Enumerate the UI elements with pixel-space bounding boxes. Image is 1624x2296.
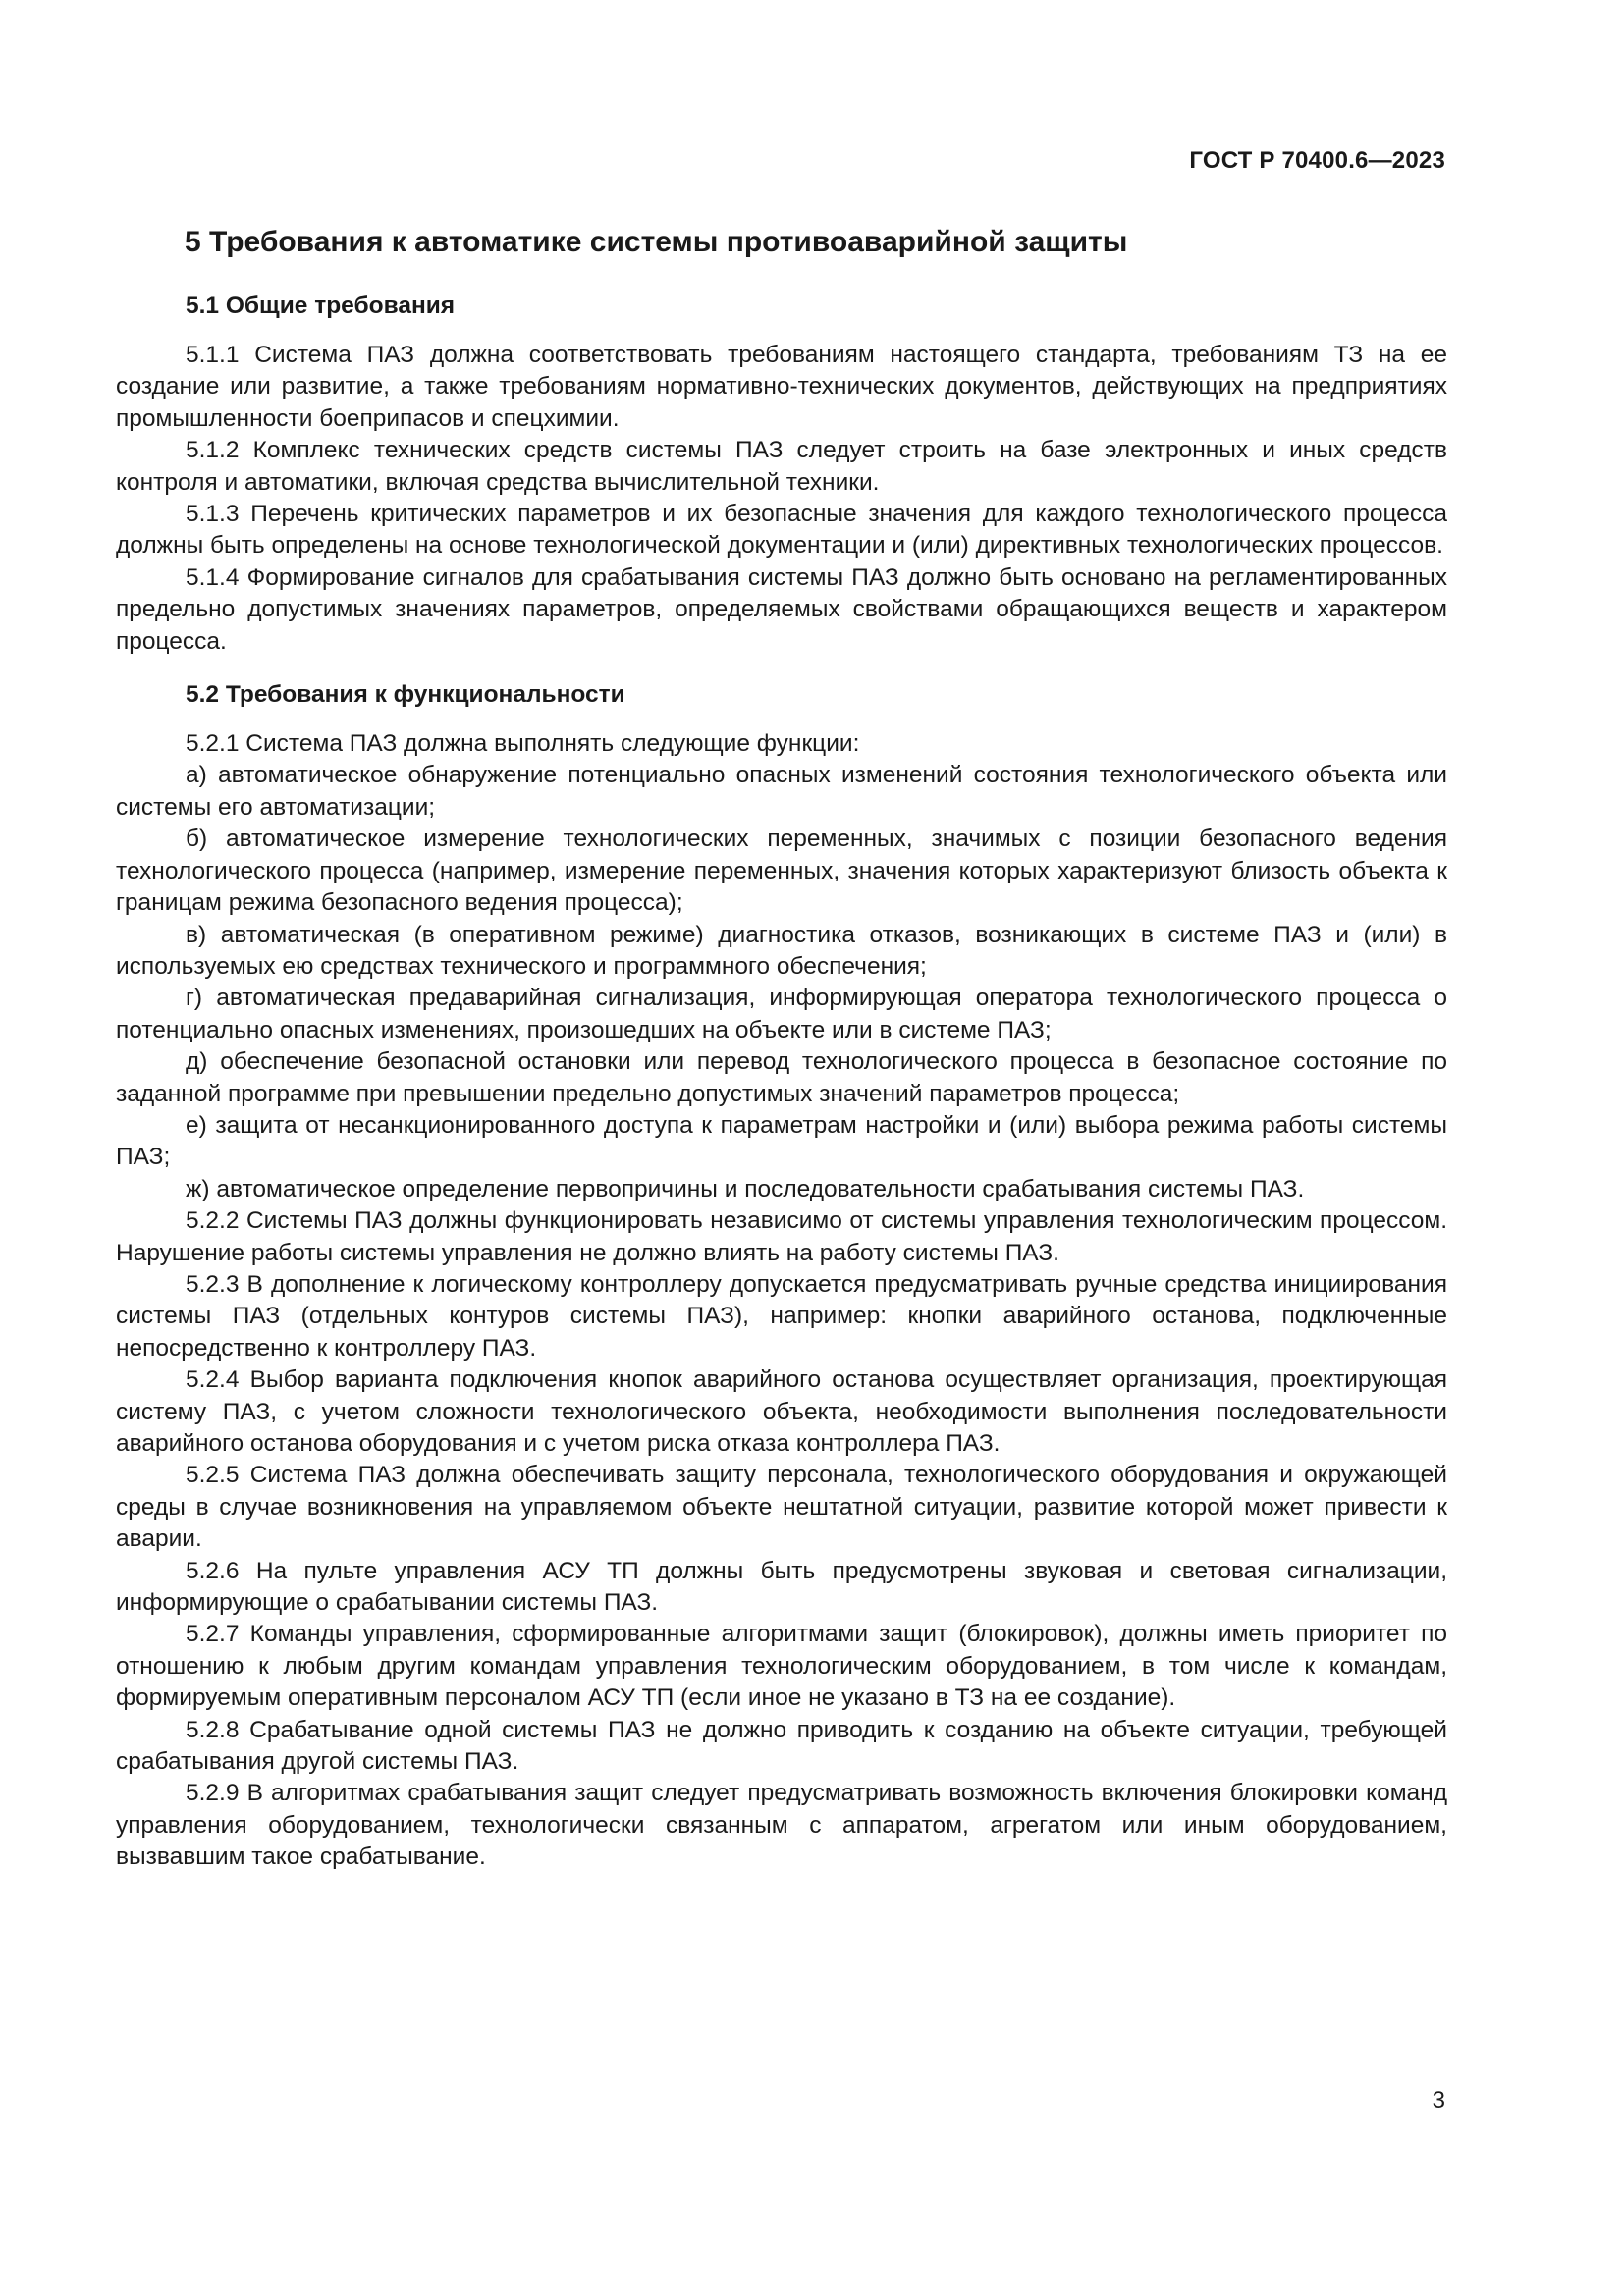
paragraph-5-2-3: 5.2.3 В дополнение к логическому контроллеру допускается предусматривать ручные средства инициирования системы ПАЗ (отдельных контуров системы ПАЗ), например: кнопки аварийного останова, подключенные непосредственно к контроллеру ПАЗ.	[116, 1270, 1447, 1362]
paragraph-5-2-2: 5.2.2 Системы ПАЗ должны функционировать независимо от системы управления технологическим процессом. Нарушение работы системы управления не должно влиять на работу системы ПАЗ.	[116, 1207, 1447, 1266]
paragraph-5-2-1: 5.2.1 Система ПАЗ должна выполнять следующие функции:	[186, 730, 860, 758]
paragraph-5-1-2: 5.1.2 Комплекс технических средств системы ПАЗ следует строить на базе электронных и иных средств контроля и автоматики, включая средства вычислительной техники.	[116, 437, 1447, 496]
list-item-zh: ж) автоматическое определение первопричины и последовательности срабатывания системы ПАЗ.	[186, 1175, 1305, 1202]
document-body	[116, 224, 1447, 1874]
paragraph-5-1-1: 5.1.1 Система ПАЗ должна соответствовать требованиям настоящего стандарта, требованиям ТЗ на ее создание или развитие, а также требованиям нормативно-технических документов, действующих на предприятиях промышленности боеприпасов и спецхимии.	[116, 342, 1447, 432]
list-item-v: в) автоматическая (в оперативном режиме) диагностика отказов, возникающих в системе ПАЗ и (или) в используемых ею средствах технического и программного обеспечения;	[116, 921, 1447, 980]
paragraph-5-2-6: 5.2.6 На пульте управления АСУ ТП должны быть предусмотрены звуковая и световая сигнализации, информирующие о срабатывании системы ПАЗ.	[116, 1557, 1447, 1617]
paragraph-5-1-3: 5.1.3 Перечень критических параметров и их безопасные значения для каждого технологического процесса должны быть определены на основе технологической документации и (или) директивных технологических процессов.	[116, 501, 1447, 560]
paragraph-5-2-7: 5.2.7 Команды управления, сформированные алгоритмами защит (блокировок), должны иметь приоритет по отношению к любым другим командам управления технологическим оборудованием, в том числе к командам, формируемым оперативным персоналом АСУ ТП (если иное не указано в ТЗ на ее создание).	[116, 1621, 1447, 1712]
paragraph-5-2-4: 5.2.4 Выбор варианта подключения кнопок аварийного останова осуществляет организация, проектирующая систему ПАЗ, с учетом сложности технологического объекта, необходимости выполнения последовательности аварийного останова оборудования и с учетом риска отказа контроллера ПАЗ.	[116, 1366, 1447, 1457]
list-item-e: е) защита от несанкционированного доступа к параметрам настройки и (или) выбора режима работы системы ПАЗ;	[116, 1111, 1447, 1171]
paragraph-5-2-8: 5.2.8 Срабатывание одной системы ПАЗ не должно приводить к созданию на объекте ситуации, требующей срабатывания другой системы ПАЗ.	[116, 1716, 1447, 1776]
paragraph-5-2-9: 5.2.9 В алгоритмах срабатывания защит следует предусматривать возможность включения блокировки команд управления оборудованием, технологически связанным с аппаратом, агрегатом или иным оборудованием, вызвавшим такое срабатывание.	[116, 1780, 1447, 1871]
paragraph-5-2-5: 5.2.5 Система ПАЗ должна обеспечивать защиту персонала, технологического оборудования и окружающей среды в случае возникновения на управляемом объекте нештатной ситуации, развитие которой может привести к аварии.	[116, 1462, 1447, 1553]
list-item-g: г) автоматическая предаварийная сигнализация, информирующая оператора технологического процесса о потенциально опасных изменениях, произошедших на объекте или в системе ПАЗ;	[116, 985, 1447, 1043]
paragraph-5-1-4: 5.1.4 Формирование сигналов для срабатывания системы ПАЗ должно быть основано на регламентированных предельно допустимых значениях параметров, определяемых свойствами обращающихся веществ и характером процесса.	[116, 563, 1447, 655]
list-item-d: д) обеспечение безопасной остановки или перевод технологического процесса в безопасное состояние по заданной программе при превышении предельно допустимых значений параметров процесса;	[116, 1048, 1447, 1107]
subsection-title-general: 5.1 Общие требования	[186, 293, 456, 319]
list-item-a: а) автоматическое обнаружение потенциально опасных изменений состояния технологического объекта или системы его автоматизации;	[116, 762, 1447, 821]
list-item-b: б) автоматическое измерение технологических переменных, значимых с позиции безопасного ведения технологического процесса (например, измерение переменных, значения которых характеризуют близость объекта к границам режима безопасного ведения процесса);	[116, 826, 1447, 917]
page-number: 3	[1432, 2087, 1445, 2113]
subsection-title-functionality: 5.2 Требования к функциональности	[186, 681, 625, 709]
section-title: 5 Требования к автоматике системы противоаварийной защиты	[185, 226, 1128, 258]
document-code: ГОСТ Р 70400.6—2023	[1189, 147, 1445, 174]
